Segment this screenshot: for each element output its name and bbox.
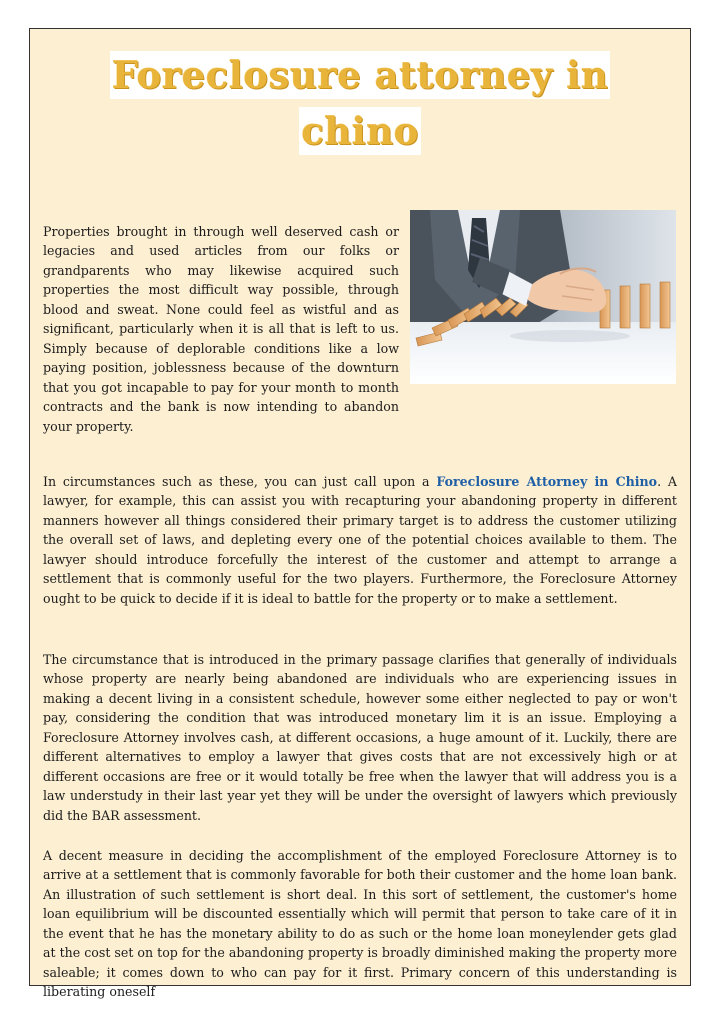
paragraph-1: Properties brought in through well deserved cash or legacies and used articles from our folks or grandparents who may likewise acquired such properties the most difficult way possible, through blood and sweat. None could feel as wistful and as significant, particularly when it is all that is left to us. Simply because of deplorable conditions like a low paying position, joblessness because of the downturn that you got incapable to pay for your month to month contracts and the bank is now intending to abandon your property. (43, 223, 399, 434)
paragraph-2-text-after: . A lawyer, for example, this can assist you with recapturing your abandoning property in different manners however all things considered their primary target is to address the customer utilizing the overall set of laws, and depleting every one of the potential choices available to them. The lawyer should introduce forcefully the interest of the customer and attempt to arrange a settlement that is commonly useful for the two players. Furthermore, the Foreclosure Attorney ought to be quick to decide if it is ideal to battle for the property or to make a settlement. (43, 473, 677, 606)
paragraph-3: The circumstance that is introduced in the primary passage clarifies that generally of individuals whose property are nearly being abandoned are individuals who are experiencing issues in making a decent living in a consistent schedule, however some either neglected to pay or won't pay, considering the condition that was introduced monetary lim it is an issue. Employing a Foreclosure Attorney involves cash, at different occasions, a huge amount of it. Luckily, there are different alternatives to employ a lawyer that gives costs that are not excessively high or at different occasions are free or it would totally be free when the lawyer that will address you is a law understudy in their last year yet they will be under the oversight of lawyers which previously did the BAR assessment. (43, 651, 677, 823)
title-line-2 (30, 107, 690, 155)
paragraph-2 (43, 472, 677, 609)
photo-illustration (410, 210, 676, 384)
business-hand-dominoes-photo (410, 210, 676, 384)
page-title-line-2: chino (301, 109, 419, 153)
page-title-line-1: Foreclosure attorney in (111, 53, 609, 97)
paragraph-4: A decent measure in deciding the accomplishment of the employed Foreclosure Attorney is to arrive at a settlement that is commonly favorable for both their customer and the home loan bank. An illustration of such settlement is short deal. In this sort of settlement, the customer's home loan equilibrium will be discounted essentially which will permit that person to take care of it in the event that he has the monetary ability to do as such or the home loan moneylender gets glad at the cost set on top for the abandoning property is broadly diminished making the property more saleable; it comes down to who can pay for it first. Primary concern of this understanding is liberating oneself (43, 847, 677, 1000)
document-page (29, 28, 691, 1000)
title-line-1 (30, 51, 690, 99)
paragraph-2-text-before: In circumstances such as these, you can just call upon a (43, 473, 437, 489)
foreclosure-attorney-link[interactable]: Foreclosure Attorney in Chino (436, 473, 658, 489)
